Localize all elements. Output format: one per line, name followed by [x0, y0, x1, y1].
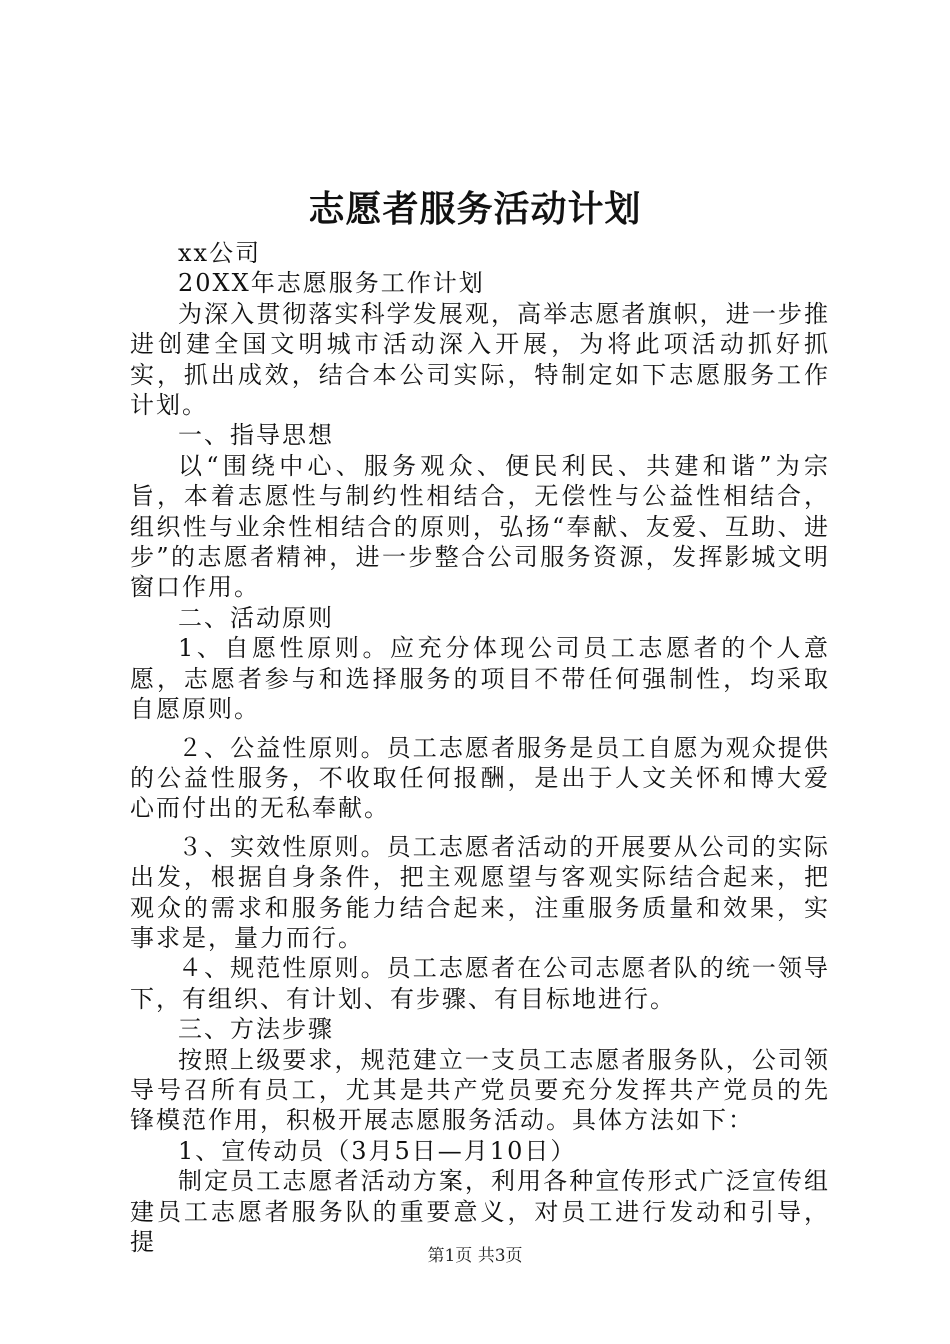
section-heading-activity-principles: 二、活动原则	[178, 603, 334, 632]
methods-paragraph: 按照上级要求，规范建立一支员工志愿者服务队，公司领导号召所有员工，尤其是共产党员要充分发挥共产党员的先锋模范作用，积极开展志愿服务活动。具体方法如下：	[130, 1045, 830, 1135]
plan-subtitle: 20XX年志愿服务工作计划	[178, 269, 485, 298]
step-publicity-paragraph: 制定员工志愿者活动方案，利用各种宣传形式广泛宣传组建员工志愿者服务队的重要意义，对员工进行发动和引导，提	[130, 1167, 830, 1256]
principle-voluntary: 1、自愿性原则。应充分体现公司员工志愿者的个人意愿，志愿者参与和选择服务的项目不带任何强制性，均采取自愿原则。	[130, 634, 830, 724]
page-number-footer: 第1页 共3页	[427, 1246, 523, 1266]
principle-public-welfare: ２、公益性原则。员工志愿者服务是员工自愿为观众提供的公益性服务，不收取任何报酬，是出于人文关怀和博大爱心而付出的无私奉献。	[130, 733, 830, 823]
principle-effectiveness: ３、实效性原则。员工志愿者活动的开展要从公司的实际出发，根据自身条件，把主观愿望与客观实际结合起来，把观众的需求和服务能力结合起来，注重服务质量和效果，实事求是，量力而行。	[130, 832, 830, 952]
document-body	[130, 238, 830, 1257]
company-name: xx公司	[178, 239, 262, 267]
section-heading-methods-steps: 三、方法步骤	[178, 1015, 334, 1044]
step-publicity-heading: 1、宣传动员（3月5日—月10日）	[178, 1136, 577, 1165]
guiding-ideology-paragraph: 以“围绕中心、服务观众、便民利民、共建和谐”为宗旨，本着志愿性与制约性相结合，无偿性与公益性相结合，组织性与业余性相结合的原则，弘扬“奉献、友爱、互助、进步”的志愿者精神，进一步整合公司服务资源，发挥影城文明窗口作用。	[130, 451, 830, 602]
document-title: 志愿者服务活动计划	[308, 188, 642, 230]
section-heading-guiding-ideology: 一、指导思想	[178, 421, 334, 450]
intro-paragraph: 为深入贯彻落实科学发展观，高举志愿者旗帜，进一步推进创建全国文明城市活动深入开展，为将此项活动抓好抓实，抓出成效，结合本公司实际，特制定如下志愿服务工作计划。	[130, 299, 830, 420]
principle-standardization: ４、规范性原则。员工志愿者在公司志愿者队的统一领导下，有组织、有计划、有步骤、有目标地进行。	[130, 954, 830, 1013]
